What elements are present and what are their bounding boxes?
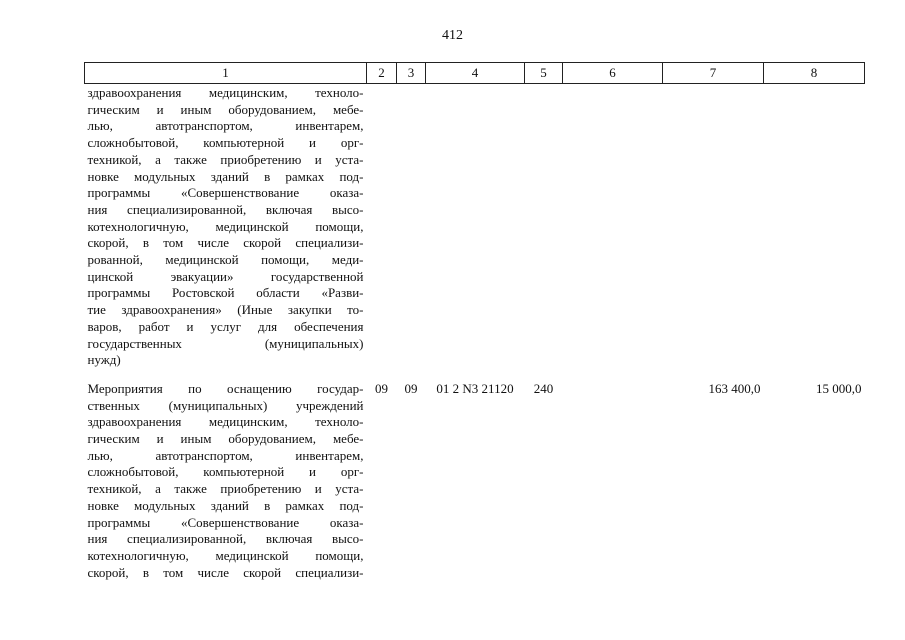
row-description xyxy=(85,84,367,379)
description-line: новке модульных зданий в рамках под- xyxy=(87,497,364,513)
row-subsection: 09 xyxy=(404,380,418,396)
description-line: государственных (муниципальных) xyxy=(87,335,364,351)
description-line: здравоохранения медицинским, техноло- xyxy=(87,85,364,100)
description-line: здравоохранения медицинским, техноло- xyxy=(87,414,364,430)
description-line: техникой, а также приобретению и уста- xyxy=(87,481,364,497)
description-line: ния специализированной, включая высо- xyxy=(87,201,364,217)
description-line: лью, автотранспортом, инвентарем, xyxy=(87,447,364,463)
description-line: варов, работ и услуг для обеспечения xyxy=(87,318,364,334)
row-col6 xyxy=(563,379,663,581)
column-header-1: 1 xyxy=(85,63,367,84)
column-header-8: 8 xyxy=(764,63,865,84)
description-line: программы «Совершенствование оказа- xyxy=(87,185,364,201)
table-row xyxy=(85,84,865,379)
description-line: ственных (муниципальных) учреждений xyxy=(87,397,364,413)
column-header-row xyxy=(85,63,865,84)
column-header-3: 3 xyxy=(397,63,426,84)
description-line: гическим и иным оборудованием, мебе- xyxy=(87,101,364,117)
description-line: скорой, в том числе скорой специализи- xyxy=(87,235,364,251)
description-line: Мероприятия по оснащению государ- xyxy=(87,380,364,396)
table-row xyxy=(85,379,865,581)
description-line: лью, автотранспортом, инвентарем, xyxy=(87,118,364,134)
row-subsection xyxy=(397,84,426,379)
row-col6 xyxy=(563,84,663,379)
description-line: сложнобытовой, компьютерной и орг- xyxy=(87,464,364,480)
column-header-7: 7 xyxy=(663,63,764,84)
row-target-article: 01 2 N3 21120 xyxy=(436,380,514,396)
description-line: программы «Совершенствование оказа- xyxy=(87,514,364,530)
description-line: гическим и иным оборудованием, мебе- xyxy=(87,431,364,447)
row-expense-type xyxy=(525,84,563,379)
row-target-article xyxy=(426,84,525,379)
row-description xyxy=(85,379,367,581)
description-line: программы Ростовской области «Разви- xyxy=(87,285,364,301)
row-col8 xyxy=(764,84,865,379)
column-header-5: 5 xyxy=(525,63,563,84)
row-section xyxy=(367,84,397,379)
description-line: тие здравоохранения» (Иные закупки то- xyxy=(87,302,364,318)
description-line: нужд) xyxy=(87,352,121,368)
description-line: скорой, в том числе скорой специализи- xyxy=(87,564,364,580)
row-section: 09 xyxy=(375,380,388,396)
row-expense-type: 240 xyxy=(533,380,554,396)
row-col7: 163 400,0 xyxy=(708,380,761,396)
column-header-4: 4 xyxy=(426,63,525,84)
row-col7 xyxy=(663,84,764,379)
column-header-2: 2 xyxy=(367,63,397,84)
description-line: котехнологичную, медицинской помощи, xyxy=(87,218,364,234)
description-line: новке модульных зданий в рамках под- xyxy=(87,168,364,184)
budget-table xyxy=(84,62,865,581)
row-col8: 15 000,0 xyxy=(816,380,862,396)
description-line: ния специализированной, включая высо- xyxy=(87,531,364,547)
description-line: сложнобытовой, компьютерной и орг- xyxy=(87,135,364,151)
description-line: котехнологичную, медицинской помощи, xyxy=(87,547,364,563)
column-header-6: 6 xyxy=(563,63,663,84)
page-number: 412 xyxy=(442,28,463,43)
description-line: техникой, а также приобретению и уста- xyxy=(87,151,364,167)
description-line: рованной, медицинской помощи, меди- xyxy=(87,252,364,268)
description-line: цинской эвакуации» государственной xyxy=(87,268,364,284)
